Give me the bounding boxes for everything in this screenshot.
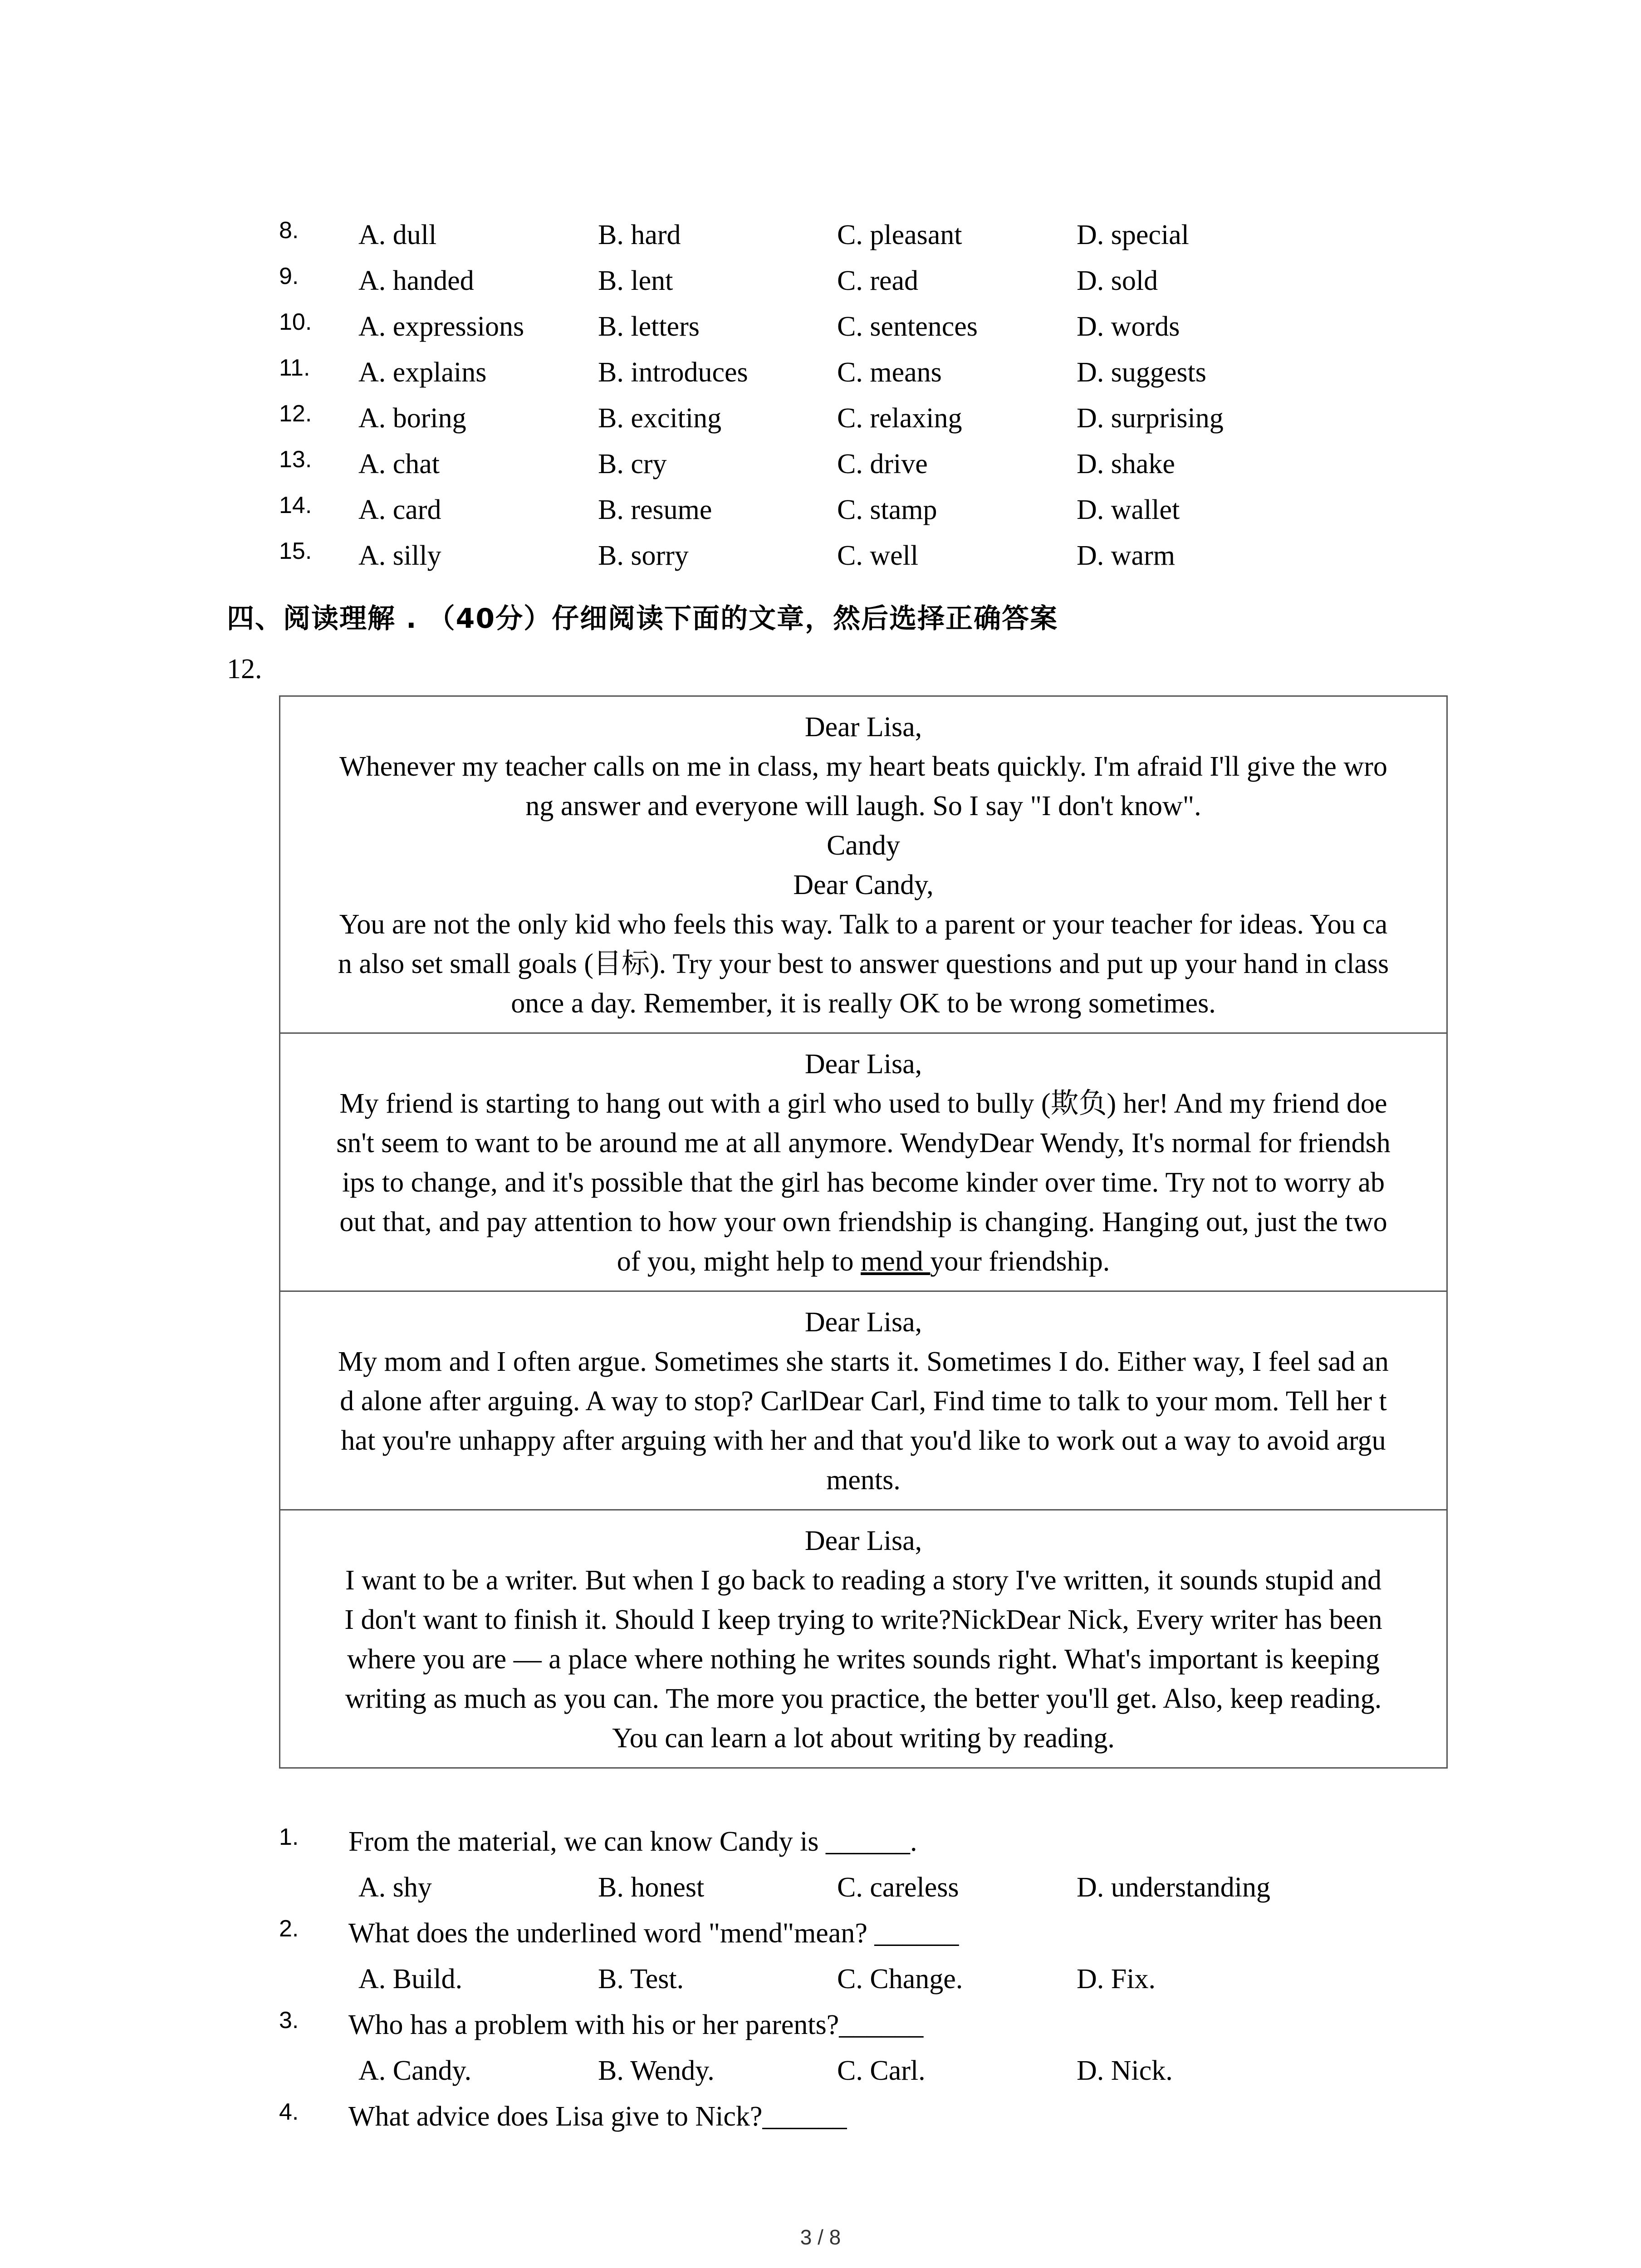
letter-box <box>280 1510 1446 1767</box>
option-d: D. warm <box>1077 540 1175 571</box>
answer-option: A. shy <box>358 1872 432 1903</box>
option-row-number: 9. <box>279 263 299 289</box>
option-b: B. hard <box>598 220 681 250</box>
letter-line: My mom and I often argue. Sometimes she starts it. Sometimes I do. Either way, I feel sad an <box>338 1346 1389 1377</box>
letter-box <box>280 1292 1446 1510</box>
option-b: B. exciting <box>598 403 722 434</box>
letter-greeting: Dear Lisa, <box>804 1049 922 1080</box>
letter-line: You can learn a lot about writing by reading. <box>612 1723 1115 1754</box>
option-a: A. silly <box>358 540 441 571</box>
question-text: Who has a problem with his or her parents?______ <box>348 2009 924 2040</box>
letter-greeting: Dear Lisa, <box>804 712 922 743</box>
option-row-number: 12. <box>279 401 312 427</box>
letter-line: You are not the only kid who feels this way. Talk to a parent or your teacher for ideas. You ca <box>339 909 1388 940</box>
advice-letters-table <box>279 695 1448 1769</box>
letter-greeting: Dear Lisa, <box>804 1525 922 1556</box>
letter-text: your friendship. <box>930 1246 1110 1277</box>
option-b: B. letters <box>598 311 700 342</box>
option-c: C. pleasant <box>837 220 962 250</box>
underlined-word-mend: mend <box>861 1246 931 1277</box>
section-title: 四、阅读理解 . （40分）仔细阅读下面的文章，然后选择正确答案 <box>227 603 1058 635</box>
question-text: From the material, we can know Candy is ______. <box>348 1826 917 1857</box>
option-c: C. drive <box>837 449 928 479</box>
option-b: B. sorry <box>598 540 689 571</box>
option-b: B. lent <box>598 265 673 296</box>
letter-line: ments. <box>826 1465 901 1496</box>
letter-box <box>280 697 1446 1034</box>
answer-option: A. Build. <box>358 1964 463 1994</box>
answer-option: B. Test. <box>598 1964 684 1994</box>
letter-line: writing as much as you can. The more you practice, the better you'll get. Also, keep reading. <box>345 1683 1382 1714</box>
letter-line: ips to change, and it's possible that the girl has become kinder over time. Try not to worry ab <box>342 1167 1385 1198</box>
answer-option: B. Wendy. <box>598 2055 715 2086</box>
letter-line: My friend is starting to hang out with a girl who used to bully (欺负) her! And my friend doe <box>339 1088 1387 1119</box>
question-text: What advice does Lisa give to Nick?______ <box>348 2101 847 2132</box>
option-row-number: 14. <box>279 492 312 518</box>
option-row-number: 11. <box>279 355 310 381</box>
letter-line: Dear Candy, <box>793 870 934 900</box>
letter-text: of you, might help to <box>617 1246 861 1277</box>
letter-box <box>280 1034 1446 1292</box>
option-c: C. means <box>837 357 942 388</box>
option-row-number: 13. <box>279 446 312 473</box>
question-text: What does the underlined word "mend"mean? ______ <box>348 1918 959 1949</box>
answer-option: D. Nick. <box>1077 2055 1173 2086</box>
letter-line: sn't seem to want to be around me at all anymore. WendyDear Wendy, It's normal for friendsh <box>336 1128 1391 1158</box>
option-c: C. sentences <box>837 311 978 342</box>
letter-line: I don't want to finish it. Should I keep trying to write?NickDear Nick, Every writer has been <box>344 1604 1382 1635</box>
option-d: D. shake <box>1077 449 1175 479</box>
option-d: D. surprising <box>1077 403 1224 434</box>
answer-option: C. careless <box>837 1872 959 1903</box>
option-a: A. handed <box>358 265 474 296</box>
option-c: C. read <box>837 265 919 296</box>
letter-line: Candy <box>827 830 900 861</box>
option-c: C. well <box>837 540 919 571</box>
letter-line: hat you're unhappy after arguing with her and that you'd like to work out a way to avoid argu <box>341 1425 1386 1456</box>
letter-line: n also set small goals (目标). Try your best to answer questions and put up your hand in class <box>338 948 1389 979</box>
question-number: 3. <box>279 2007 299 2033</box>
option-a: A. explains <box>358 357 487 388</box>
option-d: D. suggests <box>1077 357 1206 388</box>
page-number: 3 / 8 <box>800 2225 841 2249</box>
option-d: D. sold <box>1077 265 1158 296</box>
letter-line: once a day. Remember, it is really OK to be wrong sometimes. <box>511 988 1216 1019</box>
answer-option: D. Fix. <box>1077 1964 1156 1994</box>
letter-line <box>291 1242 1435 1281</box>
answer-option: C. Change. <box>837 1964 963 1994</box>
option-d: D. special <box>1077 220 1189 250</box>
question-number: 12. <box>227 654 262 684</box>
letter-line: d alone after arguing. A way to stop? CarlDear Carl, Find time to talk to your mom. Tell her t <box>340 1386 1387 1417</box>
option-d: D. wallet <box>1077 494 1180 525</box>
question-number: 2. <box>279 1916 299 1942</box>
option-a: A. card <box>358 494 441 525</box>
option-c: C. stamp <box>837 494 937 525</box>
option-c: C. relaxing <box>837 403 962 434</box>
question-number: 4. <box>279 2099 299 2125</box>
option-a: A. expressions <box>358 311 524 342</box>
answer-option: D. understanding <box>1077 1872 1271 1903</box>
question-number: 1. <box>279 1824 299 1850</box>
letter-line: I want to be a writer. But when I go back to reading a story I've written, it sounds stupid and <box>345 1565 1381 1596</box>
option-row-number: 15. <box>279 538 312 564</box>
option-a: A. chat <box>358 449 440 479</box>
option-b: B. resume <box>598 494 712 525</box>
letter-greeting: Dear Lisa, <box>804 1307 922 1338</box>
answer-option: C. Carl. <box>837 2055 926 2086</box>
answer-option: B. honest <box>598 1872 705 1903</box>
option-b: B. introduces <box>598 357 748 388</box>
option-row-number: 10. <box>279 309 312 335</box>
option-a: A. dull <box>358 220 437 250</box>
letter-line: Whenever my teacher calls on me in class, my heart beats quickly. I'm afraid I'll give the wro <box>339 751 1387 782</box>
letter-line: where you are — a place where nothing he writes sounds right. What's important is keeping <box>347 1644 1380 1675</box>
option-d: D. words <box>1077 311 1180 342</box>
letter-line: out that, and pay attention to how your own friendship is changing. Hanging out, just the two <box>339 1207 1387 1237</box>
letter-line: ng answer and everyone will laugh. So I say "I don't know". <box>525 791 1201 821</box>
option-b: B. cry <box>598 449 667 479</box>
answer-option: A. Candy. <box>358 2055 472 2086</box>
option-a: A. boring <box>358 403 466 434</box>
option-row-number: 8. <box>279 217 299 244</box>
